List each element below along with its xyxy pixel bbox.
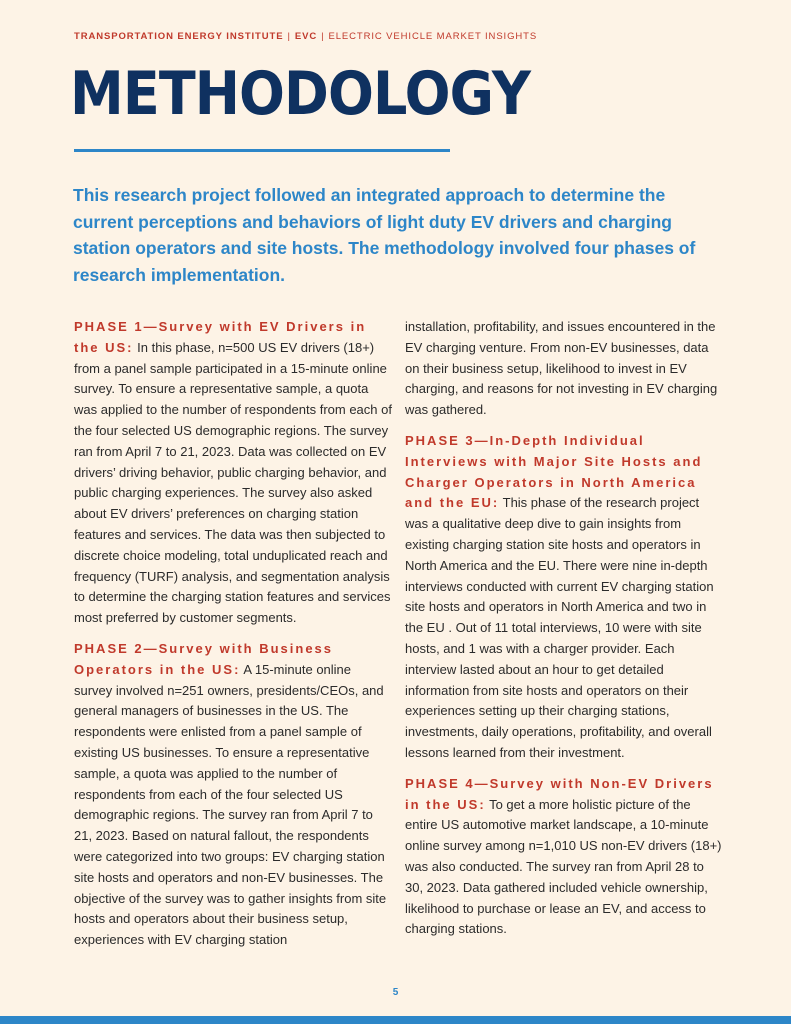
phase-4-body: To get a more holistic picture of the entire US automotive market landscape, a 10-minute online survey among n=1,010 US non-EV drivers (18+) was also conducted. The survey ran from April 28 to 30, 2023. Data gathered included vehicle ownership, likelihood to purchase or lease an EV, and access to charging stations. [405,796,722,937]
phase-2-heading: PHASE 2—Survey with Business Operators in the US: [74,640,334,677]
header-separator: | [321,31,325,42]
page-title: METHODOLOGY [70,59,531,129]
phase-3-paragraph [405,431,723,764]
phase-4-heading: PHASE 4—Survey with Non-EV Drivers in the US: [405,775,714,812]
header-short: EVC [294,31,318,42]
page-number: 5 [392,987,399,998]
header-separator: | [287,31,291,42]
title-divider [74,149,450,152]
phase-1-paragraph [74,317,392,629]
right-column [405,317,723,950]
header-org: TRANSPORTATION ENERGY INSTITUTE [74,31,284,42]
phase-4-paragraph [405,774,723,940]
running-header [74,31,537,42]
phase-1-body: In this phase, n=500 US EV drivers (18+) from a panel sample participated in a 15-minute online survey. To ensure a representative sample, a quota was applied to the number of respondents from each of the four selected US demographic regions. The survey ran from April 7 to 21, 2023. Data was collected on EV drivers’ driving behavior, public charging behavior, and public charging experiences. The survey also asked about EV drivers’ preferences on charging station features and services. The data was then subjected to discrete choice modeling, total unduplicated reach and frequency (TURF) analysis, and segmentation analysis to determine the charging station features and services most preferred by customer segments. [74,339,392,626]
phase-1-heading: PHASE 1—Survey with EV Drivers in the US: [74,319,367,355]
phase-3-body: This phase of the research project was a qualitative deep dive to gain insights from existing charging station site hosts and operators in North America and the EU. There were nine in-depth interviews conducted with current EV charging station site hosts and operators in North America and two in the EU . Out of 11 total interviews, 10 were with site hosts, and 1 was with a charger provider. Each interview lasted about an hour to get detailed information from site hosts and operators on their experiences setting up their charging stations, investments, daily operations, profitability, and overall lessons learned from their investment. [405,495,714,760]
phase-2-continued: installation, profitability, and issues encountered in the EV charging venture. From non-EV businesses, data on their business setup, likelihood to invest in EV charging, and reasons for not investing in EV charging was gathered. [405,319,718,418]
phase-3-heading: PHASE 3—In-Depth Individual Interviews with Major Site Hosts and Charger Operators in North America and the EU: [405,432,703,511]
left-column [74,317,392,961]
header-report: ELECTRIC VEHICLE MARKET INSIGHTS [328,31,538,42]
phase-2-paragraph [74,639,392,951]
intro-paragraph: This research project followed an integrated approach to determine the current perceptions and behaviors of light duty EV drivers and charging station operators and site hosts. The methodology involved four phases of research implementation. [73,185,696,285]
phase-2-body: A 15-minute online survey involved n=251 owners, presidents/CEOs, and general managers of businesses in the US. The respondents were enlisted from a panel sample of existing US businesses. To ensure a representative sample, a quota was applied to the number of respondents from each of the four selected US demographic regions. The survey ran from April 7 to 21, 2023. Based on natural fallout, the respondents were categorized into two groups: EV charging station site hosts and operators and non-EV businesses. The objective of the survey was to gather insights from site hosts and operators about their business setup, experiences with EV charging station [74,661,387,948]
footer-bar [0,1016,791,1024]
